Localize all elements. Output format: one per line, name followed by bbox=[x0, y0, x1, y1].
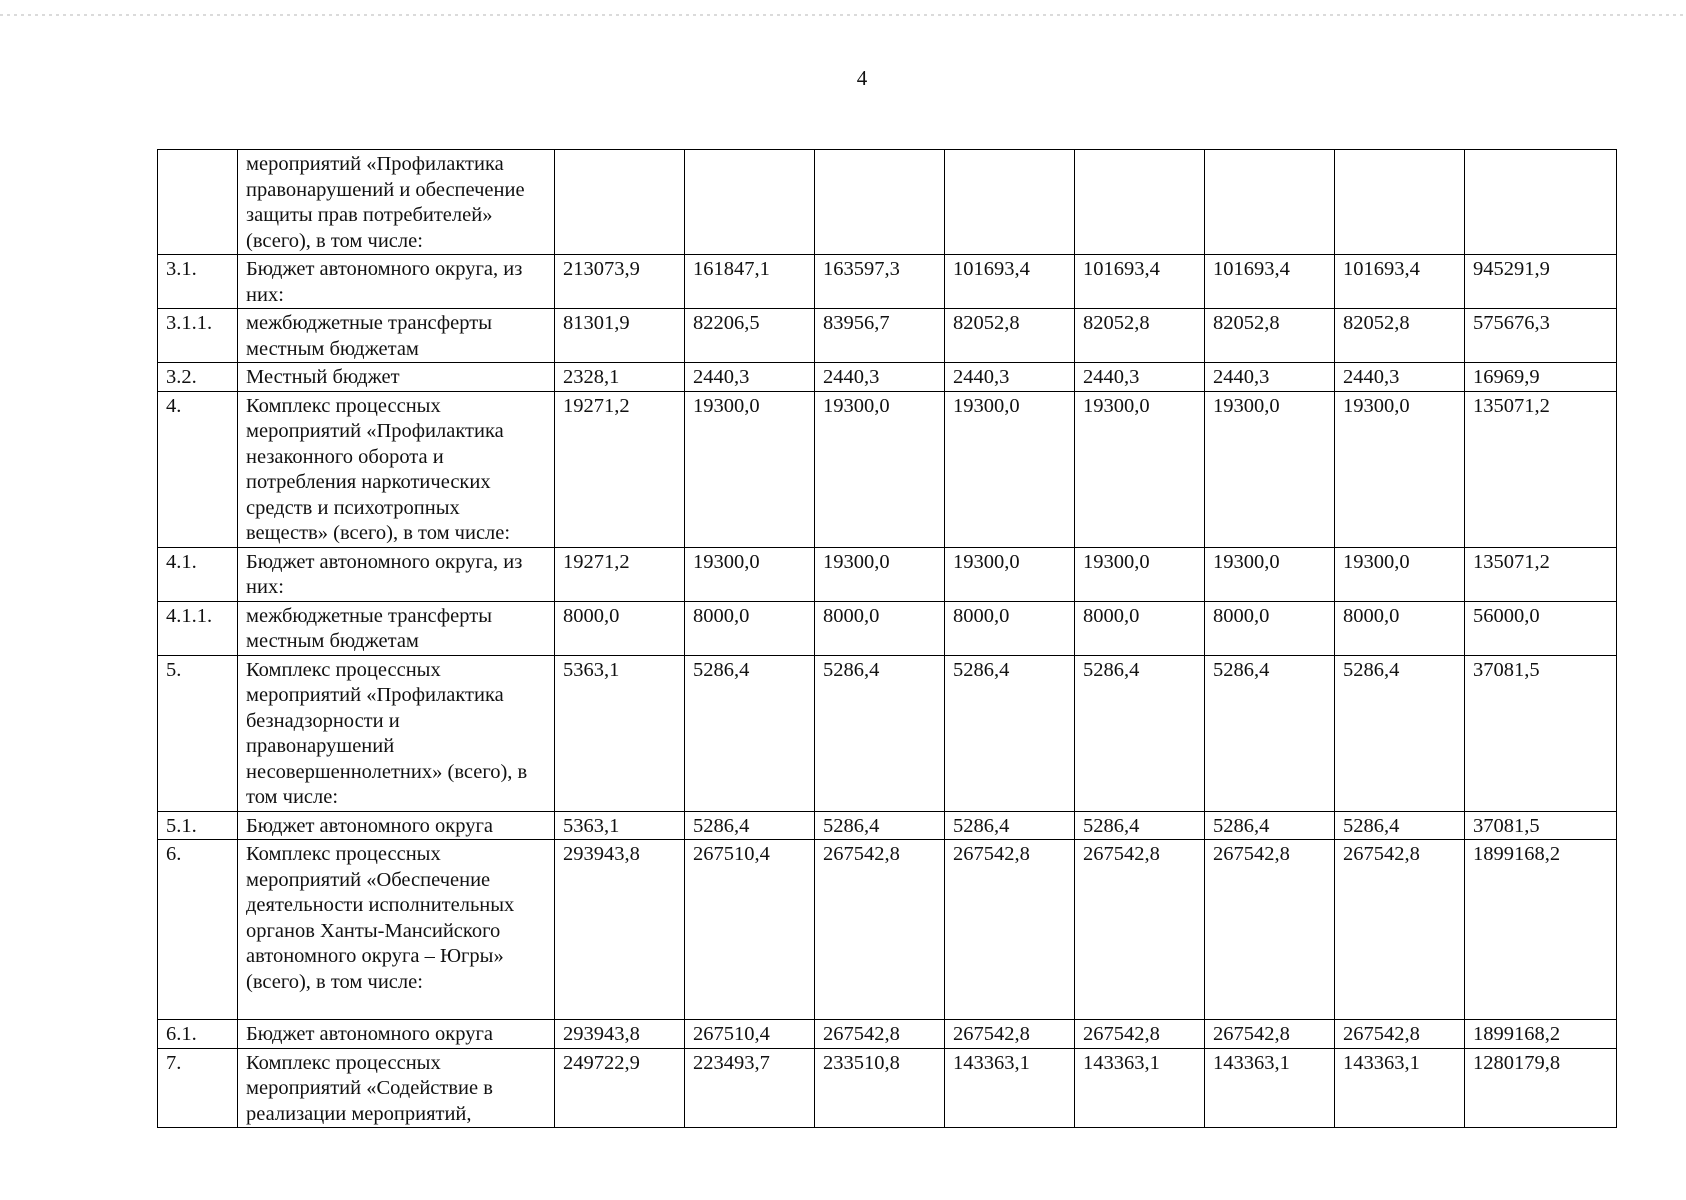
year-value-cell: 19271,2 bbox=[555, 547, 685, 601]
year-value-cell: 83956,7 bbox=[815, 309, 945, 363]
year-value-cell: 19271,2 bbox=[555, 391, 685, 547]
year-value-cell: 143363,1 bbox=[1075, 1048, 1205, 1128]
year-value-cell: 2440,3 bbox=[945, 363, 1075, 392]
row-name-cell: мероприятий «Профилактика правонарушений и обеспечение защиты прав потребителей» (всего), в том числе: bbox=[238, 150, 555, 255]
year-value-cell: 5286,4 bbox=[1205, 811, 1335, 840]
year-value-cell: 5363,1 bbox=[555, 811, 685, 840]
year-value-cell: 19300,0 bbox=[1335, 391, 1465, 547]
table-row bbox=[158, 601, 1617, 655]
year-value-cell: 8000,0 bbox=[1335, 601, 1465, 655]
year-value-cell: 5286,4 bbox=[685, 655, 815, 811]
row-number-cell bbox=[158, 150, 238, 255]
year-value-cell: 143363,1 bbox=[1205, 1048, 1335, 1128]
year-value-cell: 8000,0 bbox=[685, 601, 815, 655]
row-number-cell: 4.1.1. bbox=[158, 601, 238, 655]
year-value-cell: 8000,0 bbox=[1075, 601, 1205, 655]
total-value-cell: 945291,9 bbox=[1465, 255, 1617, 309]
row-number-cell: 5.1. bbox=[158, 811, 238, 840]
row-name-cell: Комплекс процессных мероприятий «Профилактика незаконного оборота и потребления наркотических средств и психотропных веществ» (всего), в том числе: bbox=[238, 391, 555, 547]
year-value-cell: 19300,0 bbox=[1205, 391, 1335, 547]
year-value-cell bbox=[815, 150, 945, 255]
row-name-cell: Местный бюджет bbox=[238, 363, 555, 392]
total-value-cell: 37081,5 bbox=[1465, 811, 1617, 840]
total-value-cell: 37081,5 bbox=[1465, 655, 1617, 811]
year-value-cell: 5286,4 bbox=[815, 655, 945, 811]
year-value-cell: 267510,4 bbox=[685, 1020, 815, 1049]
year-value-cell: 82052,8 bbox=[1075, 309, 1205, 363]
year-value-cell bbox=[1335, 150, 1465, 255]
table-row bbox=[158, 1048, 1617, 1128]
year-value-cell: 82206,5 bbox=[685, 309, 815, 363]
year-value-cell: 19300,0 bbox=[1075, 391, 1205, 547]
scan-edge-noise bbox=[0, 14, 1686, 16]
row-number-cell: 7. bbox=[158, 1048, 238, 1128]
year-value-cell: 5286,4 bbox=[945, 811, 1075, 840]
table-row bbox=[158, 391, 1617, 547]
year-value-cell: 101693,4 bbox=[1335, 255, 1465, 309]
year-value-cell bbox=[555, 150, 685, 255]
row-name-cell: Бюджет автономного округа, из них: bbox=[238, 255, 555, 309]
year-value-cell: 19300,0 bbox=[1075, 547, 1205, 601]
year-value-cell: 249722,9 bbox=[555, 1048, 685, 1128]
year-value-cell: 233510,8 bbox=[815, 1048, 945, 1128]
year-value-cell: 223493,7 bbox=[685, 1048, 815, 1128]
row-name-cell: Комплекс процессных мероприятий «Обеспечение деятельности исполнительных органов Ханты-Мансийского автономного округа – Югры» (всего), в том числе: bbox=[238, 840, 555, 1020]
year-value-cell: 19300,0 bbox=[1335, 547, 1465, 601]
year-value-cell: 2440,3 bbox=[1205, 363, 1335, 392]
year-value-cell: 267542,8 bbox=[1205, 1020, 1335, 1049]
total-value-cell: 1280179,8 bbox=[1465, 1048, 1617, 1128]
year-value-cell: 5286,4 bbox=[685, 811, 815, 840]
year-value-cell: 293943,8 bbox=[555, 840, 685, 1020]
year-value-cell: 2440,3 bbox=[1335, 363, 1465, 392]
year-value-cell: 267542,8 bbox=[815, 1020, 945, 1049]
year-value-cell: 267542,8 bbox=[1075, 1020, 1205, 1049]
year-value-cell: 267542,8 bbox=[945, 1020, 1075, 1049]
year-value-cell: 161847,1 bbox=[685, 255, 815, 309]
table-row bbox=[158, 1020, 1617, 1049]
year-value-cell: 5286,4 bbox=[1335, 811, 1465, 840]
year-value-cell: 163597,3 bbox=[815, 255, 945, 309]
budget-table-body bbox=[158, 150, 1617, 1128]
total-value-cell bbox=[1465, 150, 1617, 255]
year-value-cell: 267542,8 bbox=[945, 840, 1075, 1020]
year-value-cell: 5286,4 bbox=[1075, 655, 1205, 811]
row-number-cell: 3.1.1. bbox=[158, 309, 238, 363]
year-value-cell: 19300,0 bbox=[945, 547, 1075, 601]
year-value-cell: 101693,4 bbox=[1205, 255, 1335, 309]
year-value-cell: 2328,1 bbox=[555, 363, 685, 392]
year-value-cell: 82052,8 bbox=[1205, 309, 1335, 363]
year-value-cell: 267542,8 bbox=[815, 840, 945, 1020]
total-value-cell: 1899168,2 bbox=[1465, 840, 1617, 1020]
row-number-cell: 3.1. bbox=[158, 255, 238, 309]
table-row bbox=[158, 547, 1617, 601]
table-row bbox=[158, 811, 1617, 840]
year-value-cell bbox=[1075, 150, 1205, 255]
year-value-cell: 267542,8 bbox=[1075, 840, 1205, 1020]
year-value-cell: 2440,3 bbox=[685, 363, 815, 392]
page-number: 4 bbox=[856, 66, 868, 90]
table-row bbox=[158, 150, 1617, 255]
row-number-cell: 4.1. bbox=[158, 547, 238, 601]
year-value-cell: 293943,8 bbox=[555, 1020, 685, 1049]
year-value-cell: 8000,0 bbox=[945, 601, 1075, 655]
row-name-cell: межбюджетные трансферты местным бюджетам bbox=[238, 601, 555, 655]
row-name-cell: Бюджет автономного округа, из них: bbox=[238, 547, 555, 601]
year-value-cell: 19300,0 bbox=[945, 391, 1075, 547]
year-value-cell: 213073,9 bbox=[555, 255, 685, 309]
year-value-cell: 267510,4 bbox=[685, 840, 815, 1020]
year-value-cell: 5363,1 bbox=[555, 655, 685, 811]
table-row bbox=[158, 363, 1617, 392]
total-value-cell: 135071,2 bbox=[1465, 391, 1617, 547]
row-number-cell: 4. bbox=[158, 391, 238, 547]
row-name-cell: Бюджет автономного округа bbox=[238, 811, 555, 840]
year-value-cell: 2440,3 bbox=[1075, 363, 1205, 392]
year-value-cell: 143363,1 bbox=[945, 1048, 1075, 1128]
row-name-cell: Комплекс процессных мероприятий «Профилактика безнадзорности и правонарушений несовершеннолетних» (всего), в том числе: bbox=[238, 655, 555, 811]
year-value-cell: 8000,0 bbox=[555, 601, 685, 655]
year-value-cell: 19300,0 bbox=[1205, 547, 1335, 601]
year-value-cell bbox=[945, 150, 1075, 255]
year-value-cell: 101693,4 bbox=[1075, 255, 1205, 309]
budget-table bbox=[157, 149, 1617, 1128]
table-row bbox=[158, 255, 1617, 309]
table-row bbox=[158, 309, 1617, 363]
year-value-cell bbox=[685, 150, 815, 255]
row-name-cell: Комплекс процессных мероприятий «Содействие в реализации мероприятий, bbox=[238, 1048, 555, 1128]
total-value-cell: 56000,0 bbox=[1465, 601, 1617, 655]
row-number-cell: 6. bbox=[158, 840, 238, 1020]
year-value-cell: 19300,0 bbox=[685, 547, 815, 601]
year-value-cell: 19300,0 bbox=[815, 547, 945, 601]
year-value-cell: 5286,4 bbox=[945, 655, 1075, 811]
year-value-cell: 101693,4 bbox=[945, 255, 1075, 309]
year-value-cell: 19300,0 bbox=[815, 391, 945, 547]
row-number-cell: 6.1. bbox=[158, 1020, 238, 1049]
total-value-cell: 135071,2 bbox=[1465, 547, 1617, 601]
year-value-cell: 81301,9 bbox=[555, 309, 685, 363]
year-value-cell: 5286,4 bbox=[815, 811, 945, 840]
year-value-cell bbox=[1205, 150, 1335, 255]
year-value-cell: 5286,4 bbox=[1335, 655, 1465, 811]
year-value-cell: 5286,4 bbox=[1075, 811, 1205, 840]
table-row bbox=[158, 840, 1617, 1020]
row-number-cell: 3.2. bbox=[158, 363, 238, 392]
year-value-cell: 2440,3 bbox=[815, 363, 945, 392]
year-value-cell: 82052,8 bbox=[1335, 309, 1465, 363]
table-row bbox=[158, 655, 1617, 811]
year-value-cell: 82052,8 bbox=[945, 309, 1075, 363]
year-value-cell: 5286,4 bbox=[1205, 655, 1335, 811]
year-value-cell: 267542,8 bbox=[1335, 1020, 1465, 1049]
year-value-cell: 8000,0 bbox=[815, 601, 945, 655]
year-value-cell: 267542,8 bbox=[1335, 840, 1465, 1020]
row-number-cell: 5. bbox=[158, 655, 238, 811]
total-value-cell: 1899168,2 bbox=[1465, 1020, 1617, 1049]
year-value-cell: 8000,0 bbox=[1205, 601, 1335, 655]
total-value-cell: 16969,9 bbox=[1465, 363, 1617, 392]
total-value-cell: 575676,3 bbox=[1465, 309, 1617, 363]
year-value-cell: 267542,8 bbox=[1205, 840, 1335, 1020]
year-value-cell: 19300,0 bbox=[685, 391, 815, 547]
year-value-cell: 143363,1 bbox=[1335, 1048, 1465, 1128]
row-name-cell: Бюджет автономного округа bbox=[238, 1020, 555, 1049]
row-name-cell: межбюджетные трансферты местным бюджетам bbox=[238, 309, 555, 363]
